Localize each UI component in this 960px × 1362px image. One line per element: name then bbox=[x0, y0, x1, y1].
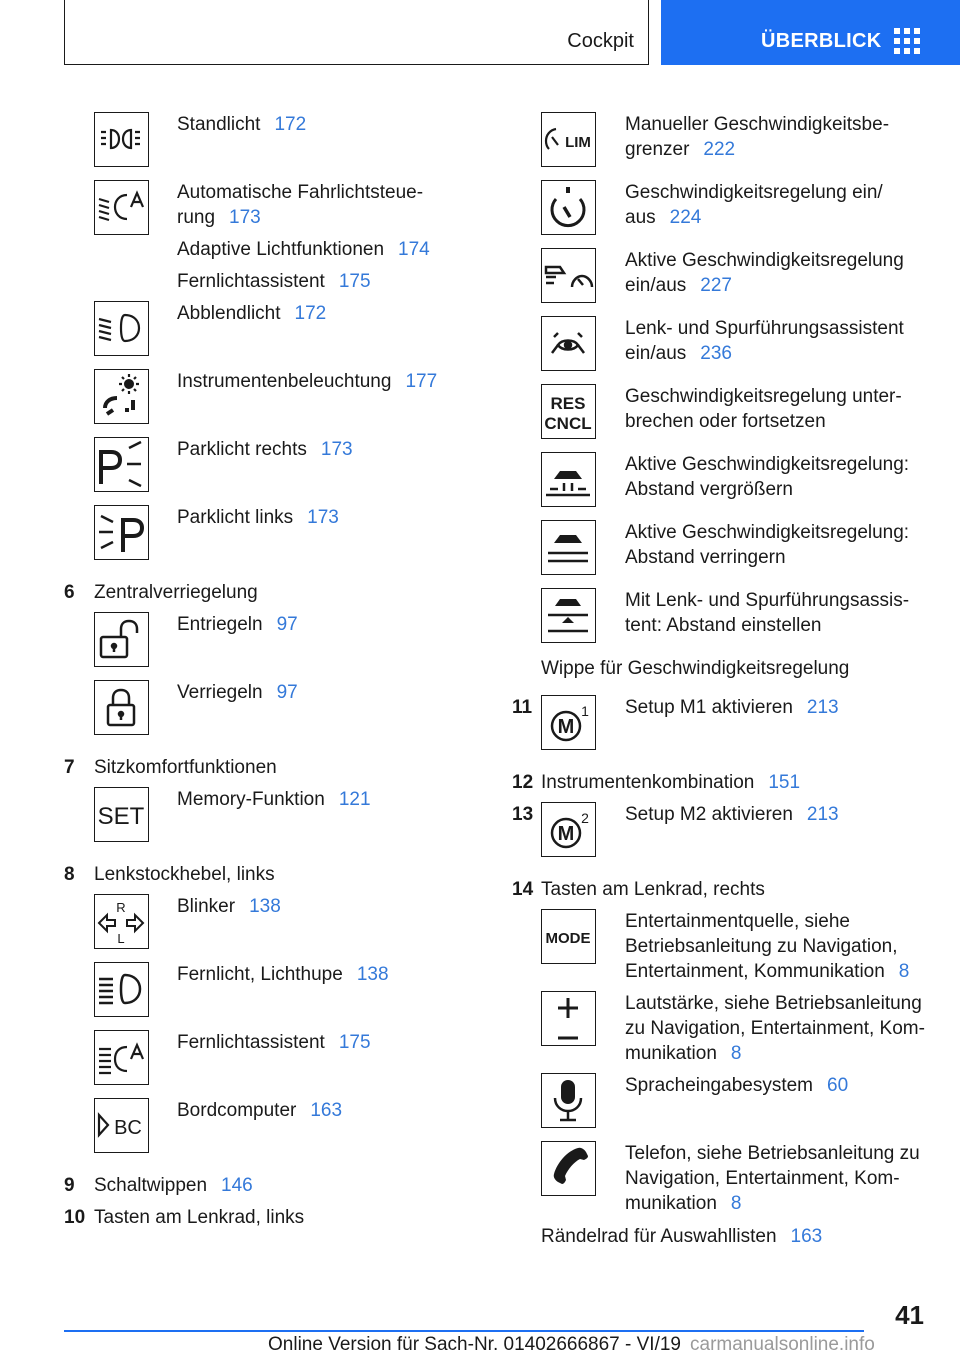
board-computer-icon bbox=[94, 1098, 149, 1153]
item-steering-assistant[interactable]: Lenk- und Spurführungsassistent ein/aus 236 bbox=[625, 318, 904, 364]
section-title-12[interactable]: Instrumentenkombination 151 bbox=[541, 772, 801, 793]
item-active-cruise-control[interactable]: Aktive Geschwindigkeitsregelung ein/aus 227 bbox=[625, 250, 904, 296]
turn-signal-icon bbox=[94, 894, 149, 949]
item-auto-headlight[interactable]: Automatische Fahrlichtsteue- rung 173 bbox=[177, 182, 424, 228]
parking-light-right-icon bbox=[94, 437, 149, 492]
svg-text:M: M bbox=[557, 716, 575, 738]
header-chapter-tab[interactable] bbox=[661, 0, 960, 65]
item-fernlicht[interactable]: Fernlicht, Lichthupe 138 bbox=[177, 964, 389, 985]
cruise-control-icon bbox=[541, 180, 596, 235]
distance-increase-icon bbox=[541, 452, 596, 507]
svg-text:2: 2 bbox=[581, 810, 589, 826]
section-number-9: 9 bbox=[64, 1175, 75, 1196]
mode-icon bbox=[541, 909, 596, 964]
microphone-icon bbox=[541, 1073, 596, 1128]
item-telefon[interactable]: Telefon, siehe Betriebsanleitung zu Navigation, Entertainment, Kom- munikation 8 bbox=[625, 1143, 920, 1214]
page-number: 41 bbox=[895, 1300, 924, 1330]
item-distance-decrease[interactable]: Aktive Geschwindigkeitsregelung: Abstand verringern bbox=[625, 522, 910, 568]
section-number-6: 6 bbox=[64, 582, 75, 603]
svg-text:BC: BC bbox=[114, 1117, 142, 1139]
instrument-lighting-icon bbox=[94, 369, 149, 424]
header-section-title: Cockpit bbox=[567, 30, 634, 52]
item-cruise-control[interactable]: Geschwindigkeitsregelung ein/ aus 224 bbox=[625, 182, 883, 228]
footer-text: Online Version für Sach-Nr. 01402666867 - VI/19 bbox=[268, 1334, 681, 1355]
item-volume[interactable]: Lautstärke, siehe Betriebsanleitung zu Navigation, Entertainment, Kom- munikation 8 bbox=[625, 993, 925, 1064]
item-blinker[interactable]: Blinker 138 bbox=[177, 896, 281, 917]
active-cruise-control-icon bbox=[541, 248, 596, 303]
rocker-label: Wippe für Geschwindigkeitsregelung bbox=[541, 658, 850, 679]
item-fernlichtassistent-2[interactable]: Fernlichtassistent 175 bbox=[177, 1032, 371, 1053]
item-adaptive-light[interactable]: Adaptive Lichtfunktionen 174 bbox=[177, 239, 430, 260]
item-setup-m1[interactable]: Setup M1 aktivieren 213 bbox=[625, 697, 839, 718]
distance-adjust-icon bbox=[541, 588, 596, 643]
volume-icon bbox=[541, 991, 596, 1046]
item-parklicht-rechts[interactable]: Parklicht rechts 173 bbox=[177, 439, 353, 460]
parking-light-left-icon bbox=[94, 505, 149, 560]
svg-text:RES: RES bbox=[550, 394, 586, 413]
set-icon bbox=[94, 787, 149, 842]
item-instrumentenbeleuchtung[interactable]: Instrumentenbeleuchtung 177 bbox=[177, 371, 438, 392]
speed-limiter-icon bbox=[541, 112, 596, 167]
high-beam-assistant-icon bbox=[94, 1030, 149, 1085]
item-entriegeln[interactable]: Entriegeln 97 bbox=[177, 614, 298, 635]
section-title-9[interactable]: Schaltwippen 146 bbox=[94, 1175, 253, 1196]
section-number-13: 13 bbox=[512, 804, 534, 825]
section-number-7: 7 bbox=[64, 757, 75, 778]
item-mode[interactable]: Entertainmentquelle, siehe Betriebsanleitung zu Navigation, Entertainment, Kommunikation 8 bbox=[625, 911, 910, 982]
section-number-14: 14 bbox=[512, 879, 534, 900]
thumbwheel-label[interactable]: Rändelrad für Auswahllisten 163 bbox=[541, 1226, 823, 1247]
phone-icon bbox=[541, 1141, 596, 1196]
svg-text:LIM: LIM bbox=[565, 134, 591, 151]
svg-text:1: 1 bbox=[581, 703, 589, 719]
distance-decrease-icon bbox=[541, 520, 596, 575]
m1-icon bbox=[541, 695, 596, 750]
section-number-12: 12 bbox=[512, 772, 534, 793]
res-cncl-icon bbox=[541, 384, 596, 439]
item-memory-funktion[interactable]: Memory-Funktion 121 bbox=[177, 789, 371, 810]
item-standlicht[interactable]: Standlicht 172 bbox=[177, 114, 307, 135]
svg-text:R: R bbox=[116, 900, 126, 915]
section-number-10: 10 bbox=[64, 1207, 86, 1228]
item-distance-adjust[interactable]: Mit Lenk- und Spurführungsassis- tent: Abstand einstellen bbox=[625, 590, 910, 636]
section-title-14: Tasten am Lenkrad, rechts bbox=[541, 879, 765, 900]
auto-headlight-icon bbox=[94, 180, 149, 235]
svg-text:M: M bbox=[557, 823, 575, 845]
item-bordcomputer[interactable]: Bordcomputer 163 bbox=[177, 1100, 343, 1121]
item-abblendlicht[interactable]: Abblendlicht 172 bbox=[177, 303, 327, 324]
lock-icon bbox=[94, 680, 149, 735]
item-verriegeln[interactable]: Verriegeln 97 bbox=[177, 682, 298, 703]
item-voice-control[interactable]: Spracheingabesystem 60 bbox=[625, 1075, 849, 1096]
section-title-6: Zentralverriegelung bbox=[94, 582, 258, 603]
item-setup-m2[interactable]: Setup M2 aktivieren 213 bbox=[625, 804, 839, 825]
item-res-cncl[interactable]: Geschwindigkeitsregelung unter- brechen oder fortsetzen bbox=[625, 386, 902, 432]
side-lights-icon bbox=[94, 112, 149, 167]
high-beam-icon bbox=[94, 962, 149, 1017]
section-title-7: Sitzkomfortfunktionen bbox=[94, 757, 277, 778]
svg-text:L: L bbox=[117, 931, 125, 946]
footer-watermark: carmanualsonline.info bbox=[690, 1334, 875, 1355]
item-parklicht-links[interactable]: Parklicht links 173 bbox=[177, 507, 339, 528]
steering-assistant-icon bbox=[541, 316, 596, 371]
section-title-8: Lenkstockhebel, links bbox=[94, 864, 275, 885]
header-section-box bbox=[64, 0, 649, 65]
unlock-icon bbox=[94, 612, 149, 667]
grid-icon bbox=[894, 28, 922, 54]
section-title-10: Tasten am Lenkrad, links bbox=[94, 1207, 305, 1228]
svg-text:SET: SET bbox=[97, 803, 145, 830]
low-beam-icon bbox=[94, 301, 149, 356]
item-fernlichtassistent-1[interactable]: Fernlichtassistent 175 bbox=[177, 271, 371, 292]
item-speed-limiter[interactable]: Manueller Geschwindigkeitsbe- grenzer 222 bbox=[625, 114, 890, 160]
section-number-8: 8 bbox=[64, 864, 75, 885]
footer-divider bbox=[64, 1330, 864, 1332]
item-distance-increase[interactable]: Aktive Geschwindigkeitsregelung: Abstand vergrößern bbox=[625, 454, 910, 500]
svg-text:CNCL: CNCL bbox=[544, 414, 592, 433]
header-chapter-title: ÜBERBLICK bbox=[761, 30, 882, 52]
m2-icon bbox=[541, 802, 596, 857]
section-number-11: 11 bbox=[512, 697, 533, 718]
svg-text:MODE: MODE bbox=[545, 930, 591, 947]
